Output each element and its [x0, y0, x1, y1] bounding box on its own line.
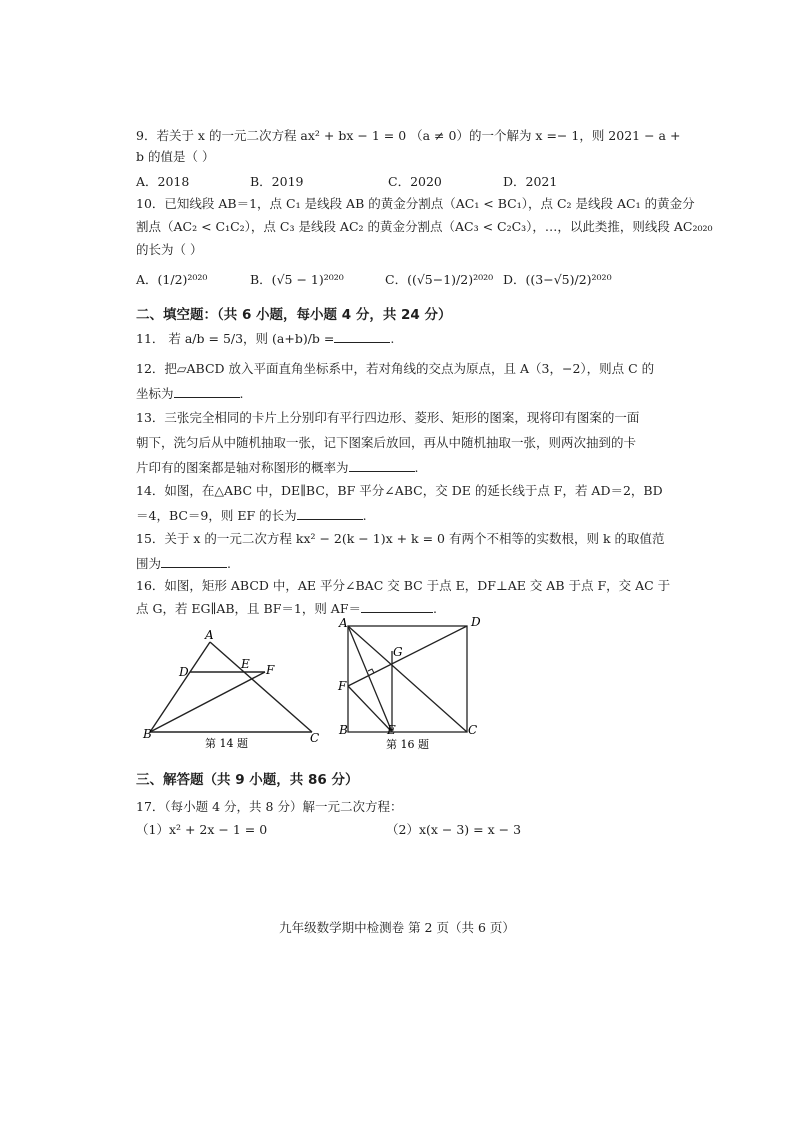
- fig14-segment-bf: [150, 672, 265, 732]
- fig16-label-b: B: [339, 723, 348, 737]
- q11-answer-blank[interactable]: [334, 330, 390, 343]
- fig14-label-a: A: [205, 628, 214, 642]
- q15-line1: 15．关于 x 的一元二次方程 kx² − 2(k − 1)x + k = 0 有两个不相等的实数根，则 k 的取值范: [136, 531, 665, 546]
- q13-line2: 朝下，洗匀后从中随机抽取一张，记下图案后放回，再从中随机抽取一张，则两次抽到的卡: [136, 435, 637, 450]
- fig16-label-f: F: [338, 679, 347, 693]
- q16-line2: 点 G，若 EG∥AB，且 BF＝1，则 AF＝ .: [136, 601, 437, 616]
- q13-line3: 片印有的图案都是轴对称图形的概率为 .: [136, 460, 419, 475]
- q9-option-b: B．2019: [250, 174, 304, 189]
- q14-answer-blank[interactable]: [297, 507, 363, 520]
- fig16-segment-df: [348, 626, 467, 686]
- q9-option-d: D．2021: [503, 174, 558, 189]
- q13-line1: 13．三张完全相同的卡片上分别印有平行四边形、菱形、矩形的图案，现将印有图案的一面: [136, 410, 640, 425]
- q10-option-b: B．(√5 − 1)²⁰²⁰: [250, 272, 344, 287]
- fig14-side-ab: [150, 642, 210, 732]
- page-footer: 九年级数学期中检测卷 第 2 页（共 6 页）: [279, 920, 515, 935]
- q10-line3: 的长为（ ）: [136, 242, 203, 257]
- q17-intro: 17．（每小题 4 分，共 8 分）解一元二次方程：: [136, 799, 403, 814]
- fig16-label-g: G: [393, 645, 403, 659]
- q15-line2-text: 围为: [136, 556, 162, 571]
- figure-16: [330, 612, 490, 754]
- fig16-label-d: D: [471, 615, 481, 629]
- q10-option-c: C．((√5−1)/2)²⁰²⁰: [385, 272, 494, 287]
- q10-option-a: A．(1/2)²⁰²⁰: [136, 272, 208, 287]
- q9-line2: b 的值是（ ）: [136, 149, 215, 164]
- q11-text: 11． 若 a/b = 5/3，则 (a+b)/b =: [136, 331, 335, 346]
- fig16-label-c: C: [468, 723, 478, 737]
- q9-line1: 9．若关于 x 的一元二次方程 ax² + bx − 1 = 0 （a ≠ 0）的一个解为 x =− 1，则 2021 − a +: [136, 128, 681, 143]
- fig14-label-e: E: [241, 657, 250, 671]
- q17-part1: （1）x² + 2x − 1 = 0: [136, 822, 268, 837]
- q14-line1: 14．如图，在△ABC 中，DE∥BC，BF 平分∠ABC，交 DE 的延长线于点 F，若 AD＝2，BD: [136, 483, 663, 498]
- fig16-caption: 第 16 题: [386, 738, 429, 751]
- fig16-label-e: E: [387, 723, 396, 737]
- q13-line3-text: 片印有的图案都是轴对称图形的概率为: [136, 460, 349, 475]
- q14-line2-text: ＝4，BC＝9，则 EF 的长为: [136, 508, 297, 523]
- fig14-side-ac: [210, 642, 312, 732]
- q12-answer-blank[interactable]: [174, 385, 240, 398]
- q12-line2: 坐标为 .: [136, 386, 244, 401]
- q16-line1: 16．如图，矩形 ABCD 中，AE 平分∠BAC 交 BC 于点 E，DF⊥AE 交 AB 于点 F，交 AC 于: [136, 578, 671, 593]
- figure-14: [140, 626, 330, 754]
- fig16-label-a: A: [339, 616, 348, 630]
- q10-option-d: D．((3−√5)/2)²⁰²⁰: [503, 272, 612, 287]
- fig16-diagonal-ac: [348, 626, 467, 732]
- q14-line2: ＝4，BC＝9，则 EF 的长为 .: [136, 508, 367, 523]
- q12-line1: 12．把▱ABCD 放入平面直角坐标系中，若对角线的交点为原点，且 A（3，−2），则点 C 的: [136, 361, 655, 376]
- fig14-label-f: F: [266, 663, 275, 677]
- section2-heading: 二、填空题：（共 6 小题，每小题 4 分，共 24 分）: [136, 307, 452, 323]
- q17-part2: （2）x(x − 3) = x − 3: [386, 822, 522, 837]
- fig14-label-c: C: [310, 731, 320, 745]
- q10-line2: 割点（AC₂ < C₁C₂），点 C₃ 是线段 AC₂ 的黄金分割点（AC₃ < C₂C₃），…，以此类推，则线段 AC₂₀₂₀: [136, 219, 713, 234]
- q9-option-a: A．2018: [136, 174, 190, 189]
- fig14-caption: 第 14 题: [205, 737, 248, 750]
- fig16-segment-ae: [348, 626, 392, 732]
- q16-line2-text: 点 G，若 EG∥AB，且 BF＝1，则 AF＝: [136, 601, 361, 616]
- q10-line1: 10．已知线段 AB＝1，点 C₁ 是线段 AB 的黄金分割点（AC₁ < BC₁），点 C₂ 是线段 AC₁ 的黄金分: [136, 196, 695, 211]
- q13-answer-blank[interactable]: [349, 459, 415, 472]
- section3-heading: 三、解答题（共 9 小题，共 86 分）: [136, 772, 359, 788]
- fig14-label-b: B: [143, 727, 152, 741]
- fig16-right-angle-mark: [368, 669, 374, 673]
- q12-line2-text: 坐标为: [136, 386, 174, 401]
- fig16-segment-fe: [348, 686, 392, 732]
- q15-line2: 围为 .: [136, 556, 231, 571]
- q11: 11． 若 a/b = 5/3，则 (a+b)/b = .: [136, 331, 395, 346]
- q15-answer-blank[interactable]: [161, 555, 227, 568]
- q9-option-c: C．2020: [388, 174, 442, 189]
- fig14-label-d: D: [179, 665, 189, 679]
